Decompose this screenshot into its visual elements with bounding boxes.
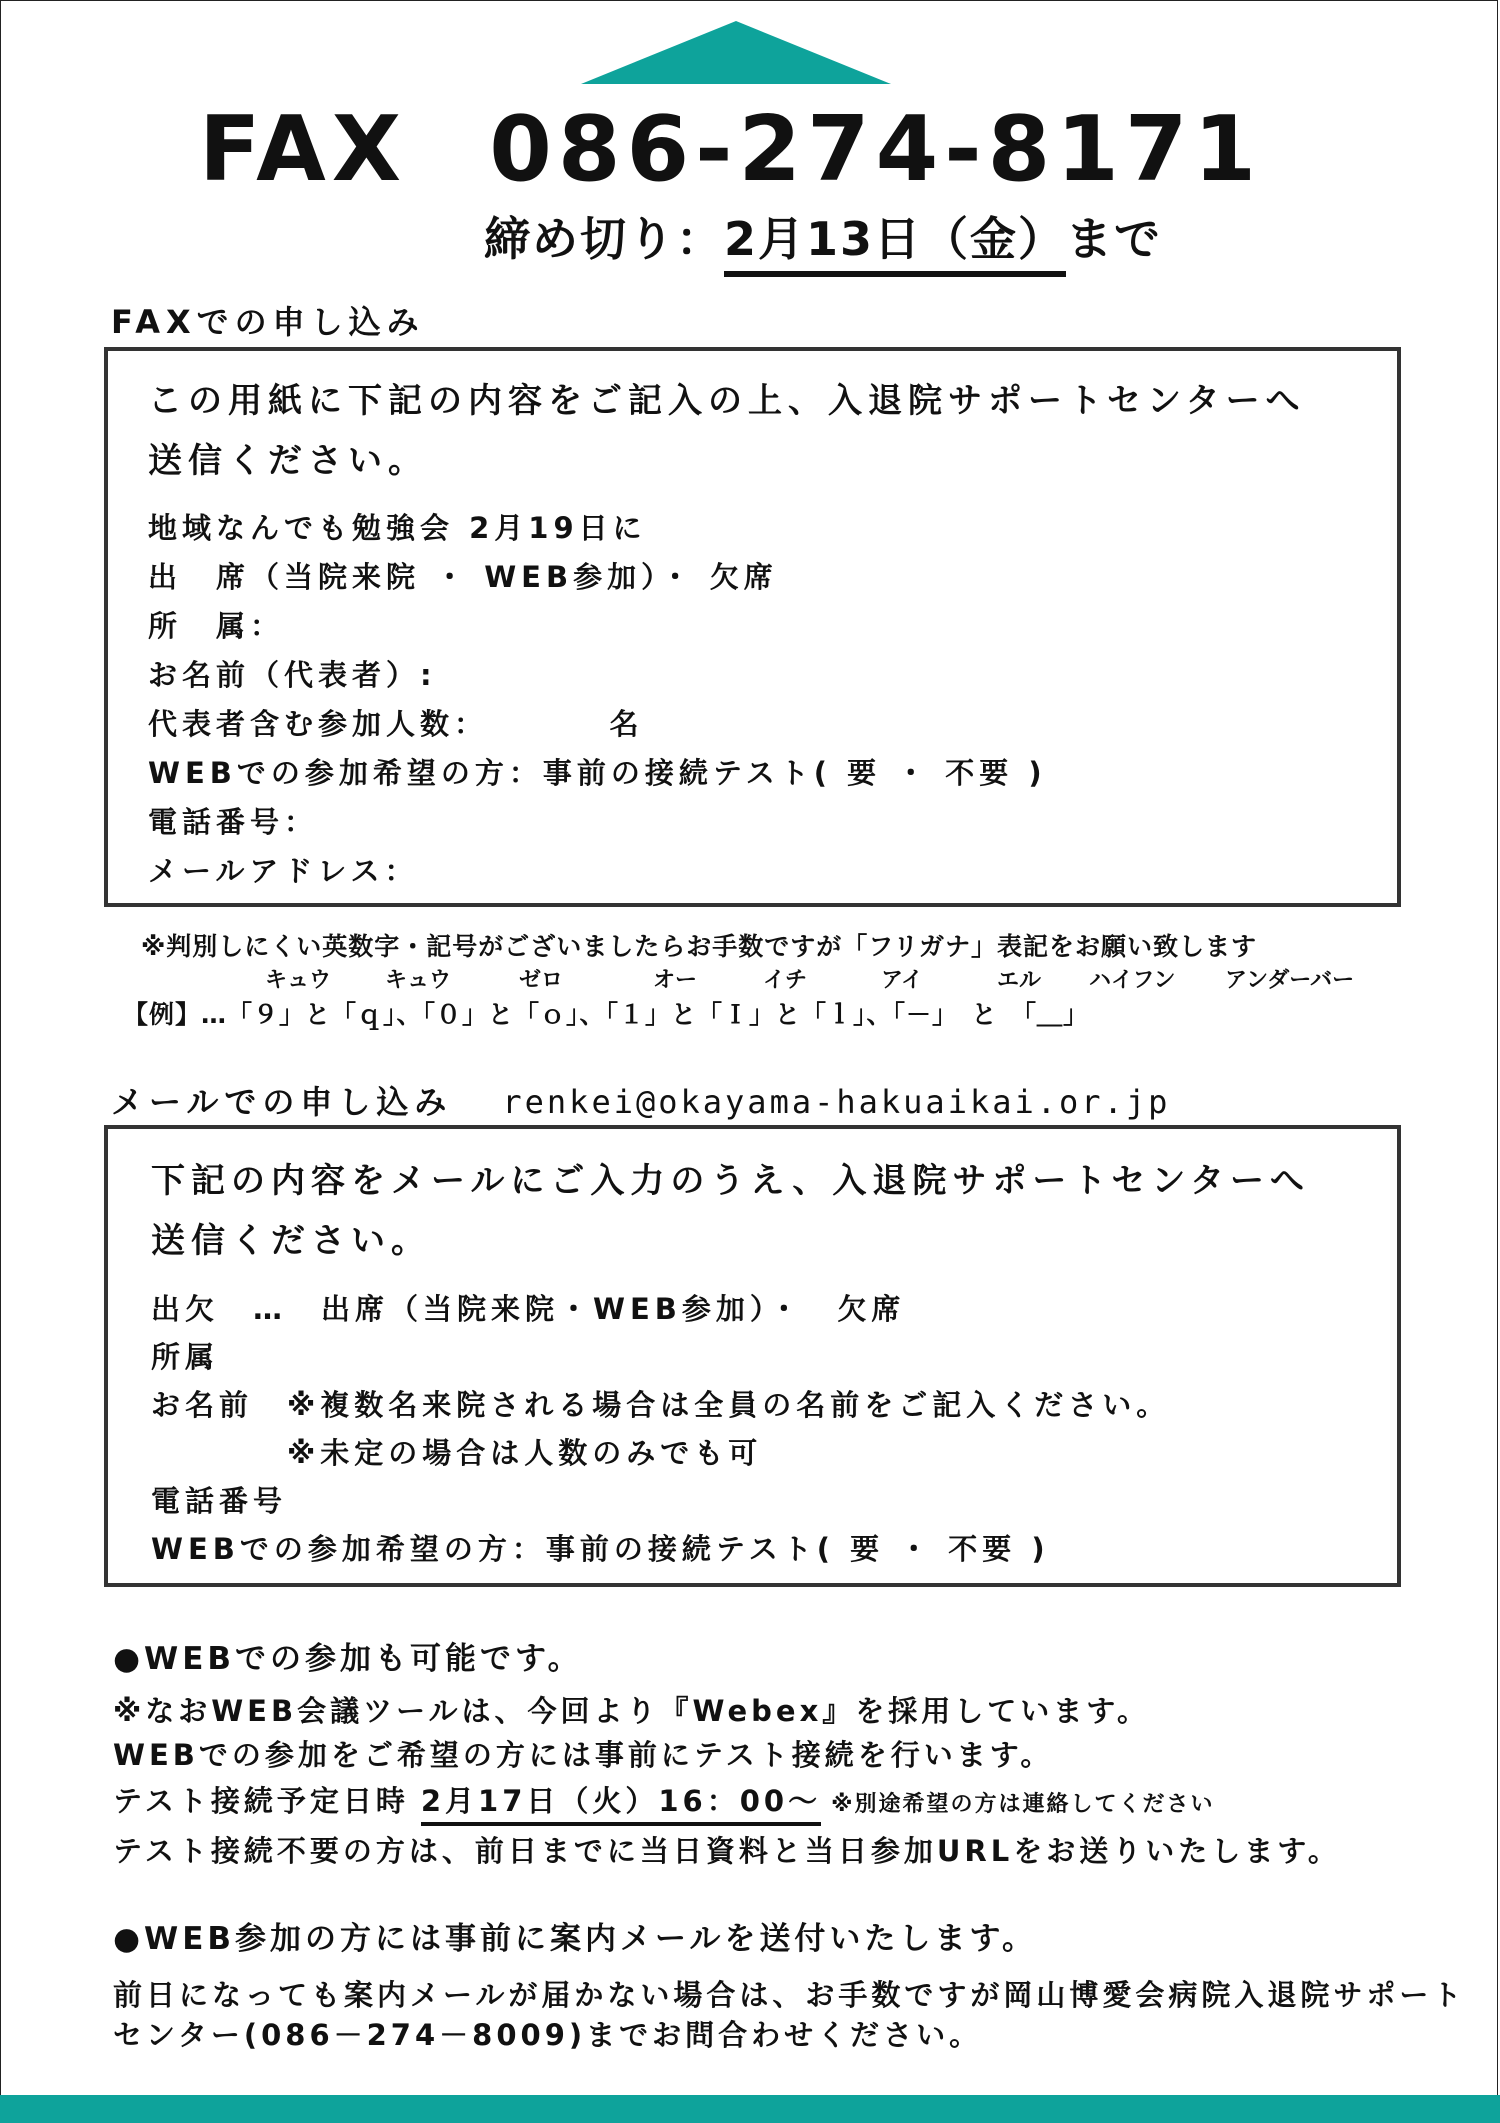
ruby-kyuu-1: キュウ	[265, 968, 332, 993]
mail-row-attendance: 出欠 … 出席（当院来院・WEB参加）・ 欠席	[151, 1292, 906, 1326]
fax-label: FAX	[199, 97, 408, 202]
fax-row-phone: 電話番号：	[148, 805, 319, 839]
fax-row-event: 地域なんでも勉強会 2月19日に	[148, 511, 647, 545]
web-line-4: 前日になっても案内メールが届かない場合は、お手数ですが岡山博愛会病院入退院サポート	[113, 1978, 1466, 2012]
mail-row-web-test: WEBでの参加希望の方：事前の接続テスト( 要 ・ 不要 )	[151, 1532, 1050, 1566]
ruby-zero: ゼロ	[519, 968, 564, 993]
bottom-accent-bar	[0, 2095, 1500, 2123]
mail-row-phone: 電話番号	[151, 1484, 288, 1518]
fax-lead-line1: この用紙に下記の内容をご記入の上、入退院サポートセンターへ	[148, 381, 1306, 421]
mail-lead-line1: 下記の内容をメールにご入力のうえ、入退院サポートセンターへ	[151, 1161, 1310, 1201]
fax-section-title: FAXでの申し込み	[111, 303, 425, 341]
ruby-haifun: ハイフン	[1089, 968, 1176, 993]
furigana-note: ※判別しにくい英数字・記号がございましたらお手数ですが「フリガナ」表記をお願い致します	[141, 932, 1258, 961]
ruby-underbar: アンダーバー	[1225, 968, 1355, 993]
mail-address: renkei@okayama-hakuaikai.or.jp	[502, 1083, 1171, 1121]
web-line-5: センター(086－274－8009)までお問合わせください。	[113, 2018, 983, 2052]
test-schedule-line	[113, 1779, 1214, 1826]
deadline-prefix: 締め切り：	[484, 212, 724, 266]
fax-row-count: 代表者含む参加人数： 名	[148, 707, 644, 741]
mail-row-name: お名前 ※複数名来院される場合は全員の名前をご記入ください。	[151, 1388, 1171, 1422]
web-bullet-2: ●WEB参加の方には事前に案内メールを送付いたします。	[113, 1921, 1037, 1957]
web-line-1: ※なおWEB会議ツールは、今回より『Webex』を採用しています。	[113, 1694, 1150, 1728]
fax-number: 086-274-8171	[489, 97, 1263, 202]
fax-row-web-test: WEBでの参加希望の方：事前の接続テスト( 要 ・ 不要 )	[148, 756, 1047, 790]
mail-lead-line2: 送信ください。	[151, 1221, 431, 1261]
mail-row-name-note: ※未定の場合は人数のみでも可	[151, 1436, 763, 1470]
fax-row-email: メールアドレス：	[148, 854, 419, 888]
ruby-ai: アイ	[881, 968, 924, 993]
test-note: ※別途希望の方は連絡してください	[831, 1792, 1215, 1817]
test-label: テスト接続予定日時	[113, 1784, 409, 1818]
ruby-oo: オー	[653, 968, 698, 993]
deadline-date: 2月13日（金）	[724, 215, 1066, 277]
mail-form-box	[104, 1125, 1401, 1587]
mail-section-title	[111, 1077, 1170, 1123]
fax-row-attendance: 出 席（当院来院 ・ WEB参加）・ 欠席	[148, 560, 778, 594]
ruby-ichi: イチ	[763, 968, 808, 993]
web-bullet-1: ●WEBでの参加も可能です。	[113, 1641, 583, 1677]
deadline-suffix: まで	[1066, 212, 1163, 266]
triangle-marker-icon	[581, 21, 891, 84]
mail-row-affiliation: 所属	[151, 1340, 220, 1374]
furigana-example: 【例】…「９」と「ｑ」、「０」と「ｏ」、「１」と「Ｉ」と「ｌ」、「－」 と 「＿」	[123, 1000, 1090, 1029]
test-date: 2月17日（火）16：00～	[421, 1779, 821, 1826]
ruby-kyuu-2: キュウ	[385, 968, 452, 993]
web-line-2: WEBでの参加をご希望の方には事前にテスト接続を行います。	[113, 1738, 1054, 1772]
mail-section-title-text: メールでの申し込み	[111, 1083, 453, 1121]
ruby-eru: エル	[997, 968, 1042, 993]
web-line-3: テスト接続不要の方は、前日までに当日資料と当日参加URLをお送りいたします。	[113, 1834, 1341, 1868]
fax-row-name: お名前（代表者）:	[148, 658, 437, 692]
deadline	[484, 212, 1163, 277]
fax-row-affiliation: 所 属：	[148, 609, 285, 643]
fax-form-box	[104, 347, 1401, 907]
fax-lead-line2: 送信ください。	[148, 441, 428, 481]
fax-number-heading	[199, 97, 1263, 202]
